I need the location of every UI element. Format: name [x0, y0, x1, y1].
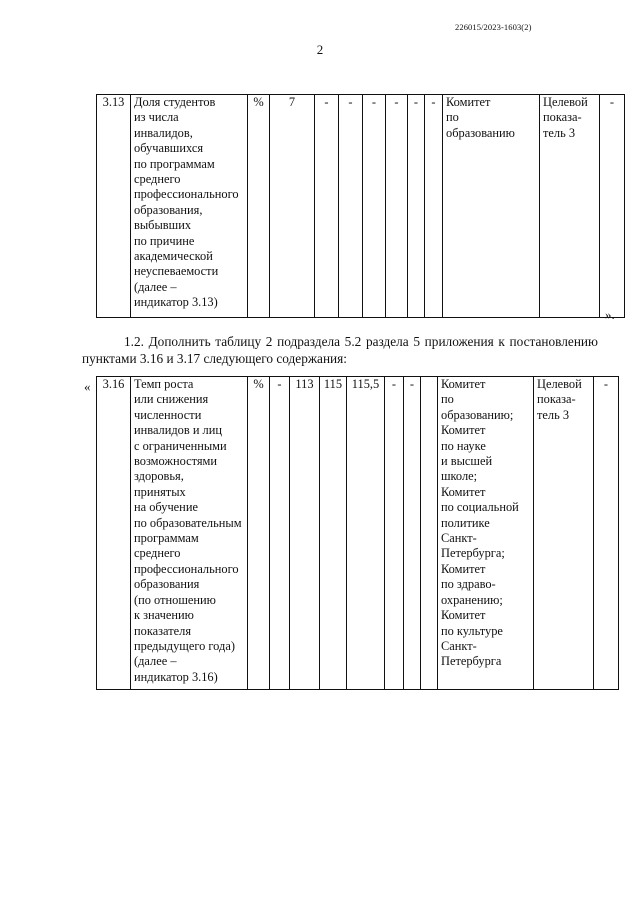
text-line: Комитет	[441, 377, 486, 391]
indicator-name-cell	[131, 377, 248, 690]
value-cell: -	[404, 377, 421, 690]
indicator-type-lines	[537, 377, 590, 423]
text-line: по здраво-	[441, 577, 496, 592]
text-line: возможностями	[134, 454, 218, 469]
text-line: (далее –	[134, 654, 177, 669]
text-line: Комитет	[441, 484, 486, 499]
text-line: по программам	[134, 156, 215, 171]
indicator-name-lines	[134, 95, 244, 311]
executor-cell	[438, 377, 534, 690]
paragraph-line-2: пунктами 3.16 и 3.17 следующего содержания:	[82, 351, 347, 366]
opening-quote: «	[84, 379, 91, 394]
value-cell: 115,5	[347, 377, 385, 690]
text-line: Комитет	[441, 561, 486, 576]
last-cell: -	[600, 95, 625, 318]
unit-cell: %	[248, 95, 270, 318]
text-line: Комитет	[441, 608, 486, 623]
text-line: или снижения	[134, 392, 209, 407]
closing-quote: ».	[605, 307, 615, 322]
indicator-type-lines	[543, 95, 596, 141]
text-line: Петербурга;	[441, 546, 505, 561]
value-cell: -	[339, 95, 363, 318]
document-number: 226015/2023-1603(2)	[455, 22, 532, 32]
empty-cell	[421, 377, 438, 690]
text-line: инвалидов и лиц	[134, 423, 222, 438]
text-line: показа-	[537, 392, 576, 407]
value-cell: 113	[290, 377, 320, 690]
text-line: показателя	[134, 623, 192, 638]
indicator-table-3-16	[96, 376, 619, 690]
text-line: к значению	[134, 608, 194, 623]
table-row	[97, 95, 625, 318]
text-line: по образовательным	[134, 515, 242, 530]
paragraph-line-1: 1.2. Дополнить таблицу 2 подраздела 5.2 раздела 5 приложения к постановлению	[124, 334, 598, 349]
text-line: Санкт-	[441, 531, 477, 546]
value-cell: -	[408, 95, 425, 318]
text-line: Петербурга	[441, 654, 502, 669]
indicator-name-lines	[134, 377, 244, 685]
unit-cell: %	[248, 377, 270, 690]
page-number: 2	[316, 42, 324, 57]
executor-lines	[441, 377, 530, 670]
text-line: образования	[134, 577, 200, 592]
text-line: и высшей	[441, 454, 493, 469]
indicator-type-cell	[540, 95, 600, 318]
text-line: Целевой	[543, 95, 588, 109]
amendment-paragraph	[82, 333, 598, 367]
text-line: академической	[134, 249, 213, 264]
text-line: тель 3	[537, 407, 570, 422]
text-line: среднего	[134, 546, 181, 561]
text-line: с ограниченными	[134, 438, 227, 453]
value-cell: -	[386, 95, 408, 318]
text-line: (по отношению	[134, 592, 216, 607]
value-cell: -	[315, 95, 339, 318]
executor-lines	[446, 95, 536, 141]
text-line: инвалидов,	[134, 125, 193, 140]
indicator-table-3-13	[96, 94, 625, 318]
text-line: по культуре	[441, 623, 503, 638]
indicator-name-cell	[131, 95, 248, 318]
text-line: охранению;	[441, 592, 503, 607]
text-line: образованию;	[441, 407, 514, 422]
text-line: по причине	[134, 233, 195, 248]
text-line: среднего	[134, 172, 181, 187]
text-line: (далее –	[134, 279, 177, 294]
text-line: предыдущего года)	[134, 638, 235, 653]
text-line: Доля студентов	[134, 95, 216, 109]
text-line: выбывших	[134, 218, 192, 233]
text-line: образования,	[134, 202, 203, 217]
row-number-cell: 3.13	[97, 95, 131, 318]
text-line: показа-	[543, 110, 582, 125]
last-cell: -	[594, 377, 619, 690]
value-cell: -	[270, 377, 290, 690]
text-line: на обучение	[134, 500, 198, 515]
text-line: по социальной	[441, 500, 519, 515]
value-cell: 7	[270, 95, 315, 318]
text-line: обучавшихся	[134, 141, 204, 156]
text-line: программам	[134, 531, 199, 546]
indicator-type-cell	[534, 377, 594, 690]
text-line: тель 3	[543, 125, 576, 140]
text-line: Санкт-	[441, 638, 477, 653]
table-row	[97, 377, 619, 690]
text-line: Комитет	[446, 95, 491, 109]
text-line: Целевой	[537, 377, 582, 391]
text-line: индикатор 3.13)	[134, 295, 218, 310]
text-line: по науке	[441, 438, 486, 453]
text-line: по	[446, 110, 459, 125]
text-line: профессионального	[134, 561, 239, 576]
value-cell: 115	[320, 377, 347, 690]
text-line: неуспеваемости	[134, 264, 219, 279]
value-cell: -	[385, 377, 404, 690]
text-line: из числа	[134, 110, 179, 125]
text-line: принятых	[134, 484, 186, 499]
value-cell: -	[425, 95, 443, 318]
text-line: здоровья,	[134, 469, 184, 484]
text-line: Темп роста	[134, 377, 194, 391]
text-line: по	[441, 392, 454, 407]
text-line: Комитет	[441, 423, 486, 438]
text-line: профессионального	[134, 187, 239, 202]
value-cell: -	[363, 95, 386, 318]
text-line: политике	[441, 515, 490, 530]
text-line: школе;	[441, 469, 478, 484]
text-line: численности	[134, 407, 202, 422]
text-line: индикатор 3.16)	[134, 669, 218, 684]
row-number-cell: 3.16	[97, 377, 131, 690]
executor-cell	[443, 95, 540, 318]
text-line: образованию	[446, 125, 515, 140]
